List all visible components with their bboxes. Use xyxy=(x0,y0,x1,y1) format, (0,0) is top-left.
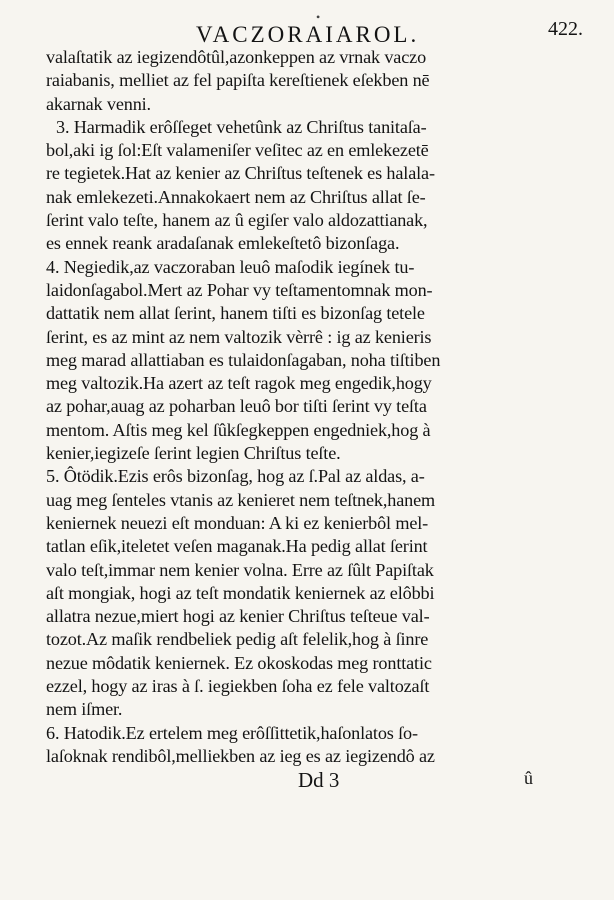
text-line: laſoknak rendibôl,melliekben az ieg es az iegizendô az xyxy=(46,745,435,766)
text-line: ſerint valo teſte, hanem az û egiſer valo aldozattianak, xyxy=(46,210,428,231)
text-line: re tegietek.Hat az kenier az Chriſtus teſtenek es halala- xyxy=(46,163,435,184)
text-line: dattatik nem allat ſerint, hanem tiſti es bizonſag tetele xyxy=(46,303,425,324)
text-line: aſt mongiak, hogi az teſt mondatik keniernek az elôbbi xyxy=(46,582,435,603)
text-line: tatlan eſik,iteletet veſen maganak.Ha pedig allat ſerint xyxy=(46,536,428,557)
page-footer xyxy=(0,768,614,798)
text-line: 3. Harmadik erôſſeget vehetûnk az Chriſtus tanitaſa- xyxy=(56,116,427,137)
body-text xyxy=(46,46,546,768)
text-line: raiabanis, melliet az fel papiſta kereſtienek eſekben nē xyxy=(46,70,430,91)
text-line: valo teſt,immar nem kenier volna. Erre az ſûlt Papiſtak xyxy=(46,559,434,580)
text-line: laidonſagabol.Mert az Pohar vy teſtamentomnak mon- xyxy=(46,279,433,300)
text-line: mentom. Aſtis meg kel ſûkſegkeppen engedniek,hog à xyxy=(46,419,431,440)
text-line: uag meg ſenteles vtanis az kenieret nem teſtnek,hanem xyxy=(46,489,435,510)
signature-mark: Dd 3 xyxy=(298,768,340,792)
text-line: meg valtozik.Ha azert az teſt ragok meg engedik,hogy xyxy=(46,373,432,394)
text-line: allatra nezue,miert hogi az kenier Chriſtus teſteue val- xyxy=(46,606,430,627)
text-line: valaſtatik az iegizendôtûl,azonkeppen az vrnak vaczo xyxy=(46,47,427,67)
text-line: bol,aki ig ſol:Eſt valameniſer veſitec az en emlekezetē xyxy=(46,140,429,161)
running-title: VACZORAIAROL. xyxy=(196,22,420,47)
text-line: ezzel, hogy az iras à ſ. iegiekben ſoha ez fele valtozaſt xyxy=(46,676,430,697)
catchword: û xyxy=(524,768,533,788)
page-number: 422. xyxy=(548,18,583,40)
text-line: nezue môdatik keniernek. Ez okoskodas meg ronttatic xyxy=(46,652,432,673)
page-header xyxy=(0,10,614,50)
text-line: ſerint, es az mint az nem valtozik vèrrê : ig az kenieris xyxy=(46,326,432,347)
text-line: 5. Ôtödik.Ezis erôs bizonſag, hog az ſ.Pal az aldas, a- xyxy=(46,466,425,487)
text-line: keniernek neuezi eſt monduan: A ki ez kenierbôl mel- xyxy=(46,512,429,533)
text-line: tozot.Az maſik rendbeliek pedig aſt felelik,hog à ſinre xyxy=(46,629,429,650)
text-line: es ennek reank aradaſanak emlekeſtetô bizonſaga. xyxy=(46,233,400,254)
text-line: akarnak venni. xyxy=(46,93,151,114)
text-line: 4. Negiedik,az vaczoraban leuô maſodik iegínek tu- xyxy=(46,256,415,277)
text-line: meg marad allattiaban es tulaidonſagaban, noha tiſtiben xyxy=(46,349,441,370)
text-line: 6. Hatodik.Ez ertelem meg erôſſittetik,haſonlatos ſo- xyxy=(46,722,418,743)
text-line: az pohar,auag az poharban leuô bor tiſti ſerint vy teſta xyxy=(46,396,427,417)
text-line: kenier,iegizeſe ſerint legien Chriſtus teſte. xyxy=(46,443,341,464)
text-line: nak emlekezeti.Annakokaert nem az Chriſtus allat ſe- xyxy=(46,186,426,207)
text-line: nem iſmer. xyxy=(46,699,123,720)
ornament-mark: • xyxy=(316,10,321,24)
